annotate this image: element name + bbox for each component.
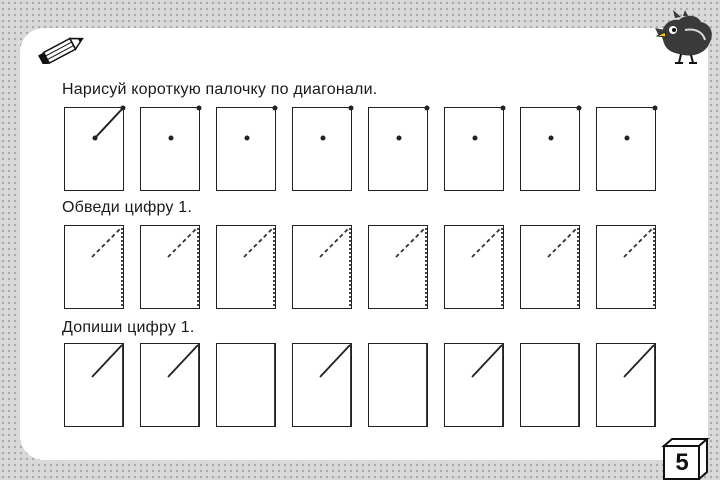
cell[interactable] (596, 343, 656, 427)
cell[interactable] (64, 107, 124, 191)
cell-guide (368, 225, 430, 311)
cell[interactable] (140, 343, 200, 427)
cell-guide (140, 343, 202, 429)
cell-guide (216, 343, 278, 429)
cell-guide (292, 343, 354, 429)
instruction-complete-digit: Допиши цифру 1. (62, 319, 195, 336)
cell[interactable] (368, 225, 428, 309)
cell-guide (64, 107, 126, 193)
cell-guide (64, 225, 126, 311)
cell-guide (368, 343, 430, 429)
cell[interactable] (140, 225, 200, 309)
cell[interactable] (292, 107, 352, 191)
cell[interactable] (520, 107, 580, 191)
cell-guide (216, 107, 278, 193)
cell[interactable] (216, 107, 276, 191)
cell-guide (140, 107, 202, 193)
cell[interactable] (292, 343, 352, 427)
cell[interactable] (368, 343, 428, 427)
cell[interactable] (216, 343, 276, 427)
cell-guide (64, 343, 126, 429)
cell-guide (520, 343, 582, 429)
cell-guide (520, 107, 582, 193)
cell-guide (140, 225, 202, 311)
cell-guide (596, 225, 658, 311)
cell-guide (368, 107, 430, 193)
cell[interactable] (292, 225, 352, 309)
cell[interactable] (216, 225, 276, 309)
instruction-trace-digit: Обведи цифру 1. (62, 199, 192, 216)
cell-guide (596, 107, 658, 193)
cell-guide (444, 343, 506, 429)
crow-icon (655, 10, 717, 65)
cell[interactable] (444, 107, 504, 191)
cell[interactable] (140, 107, 200, 191)
cell[interactable] (64, 225, 124, 309)
cell-guide (444, 107, 506, 193)
cell[interactable] (444, 343, 504, 427)
instruction-draw-diagonal: Нарисуй короткую палочку по диагонали. (62, 81, 378, 98)
cell[interactable] (520, 225, 580, 309)
cell-guide (596, 343, 658, 429)
cell[interactable] (596, 225, 656, 309)
cell[interactable] (444, 225, 504, 309)
cell-guide (520, 225, 582, 311)
cell[interactable] (368, 107, 428, 191)
cell-guide (292, 107, 354, 193)
cell-guide (216, 225, 278, 311)
cell-guide (292, 225, 354, 311)
page-number: 5 (675, 449, 689, 476)
cell-guide (444, 225, 506, 311)
cell[interactable] (64, 343, 124, 427)
pencil-icon (38, 34, 88, 64)
cell[interactable] (596, 107, 656, 191)
cell[interactable] (520, 343, 580, 427)
